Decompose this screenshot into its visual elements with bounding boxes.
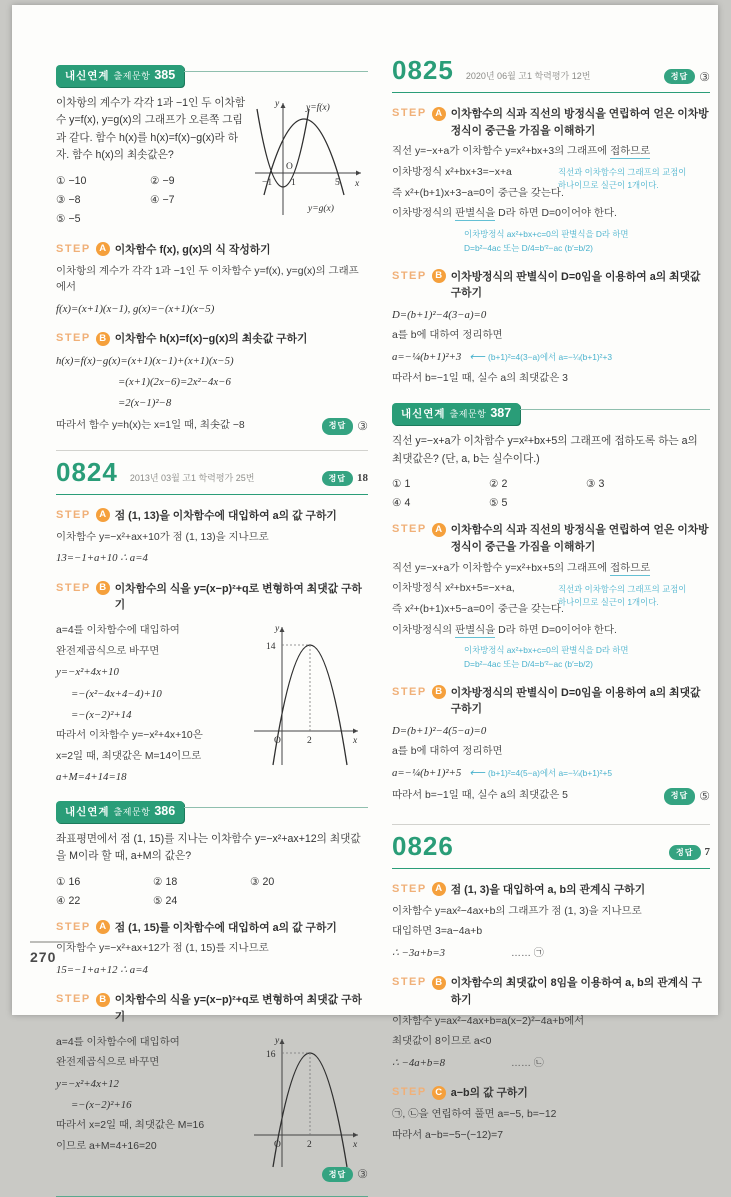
discriminant-note: 이차방정식 ax²+bx+c=0의 판별식을 D라 하면 D=b²−4ac 또는 D/4=b′²−ac (b′=b/2) bbox=[464, 645, 629, 670]
solution-line: 15=−1+a+12 ∴ a=4 bbox=[56, 963, 148, 976]
choices bbox=[56, 175, 244, 225]
problem-0825-header bbox=[392, 55, 710, 86]
solution-line: 이차함수 y=ax²−4ax+b의 그래프가 점 (1, 3)을 지나므로 bbox=[392, 905, 642, 917]
problem-386-header bbox=[56, 801, 368, 823]
problem-386 bbox=[56, 801, 368, 1197]
linked-problem-badge: 내신연계 출제문항 386 bbox=[56, 801, 184, 823]
solution-line: 따라서 x=2일 때, 최댓값은 M=16 bbox=[56, 1120, 205, 1132]
left-column bbox=[56, 55, 368, 1197]
choice-3: ③ −8 bbox=[56, 193, 81, 206]
problem-number: 385 bbox=[154, 68, 176, 82]
axis-x-label: x bbox=[353, 735, 358, 746]
badge-label: 내신연계 bbox=[65, 70, 110, 82]
solution-line: 이차항의 계수가 각각 1과 −1인 두 이차함수 y=f(x), y=g(x)의 그래프에서 bbox=[56, 265, 359, 294]
step-letter-icon: A bbox=[432, 882, 446, 896]
f-label: y=f(x) bbox=[306, 103, 330, 113]
exam-source: 2020년 06월 고1 학력평가 12번 bbox=[465, 71, 591, 81]
solution-line: 최댓값이 8이므로 a<0 bbox=[392, 1036, 492, 1048]
linked-problem-badge: 내신연계 출제문항 387 bbox=[392, 403, 520, 425]
step-b-heading: STEP B 이차함수의 식을 y=(x−p)²+q로 변형하여 최댓값 구하기 bbox=[56, 993, 362, 1023]
problem-387-header bbox=[392, 403, 710, 425]
page-number-rule bbox=[30, 941, 74, 943]
solution-line: ㉠, ㉡을 연립하여 풀면 a=−5, b=−12 bbox=[392, 1108, 557, 1120]
solution-line: a를 b에 대하여 정리하면 bbox=[392, 330, 503, 342]
peak-value: 14 bbox=[266, 641, 276, 652]
answer-badge: 정답 ③ bbox=[322, 417, 368, 436]
linked-problem-badge: 내신연계 출제문항 385 bbox=[56, 65, 184, 87]
solution-line: =−(x−2)²+14 bbox=[71, 708, 132, 721]
choice-3: ③ 3 bbox=[586, 478, 605, 491]
solution-line: 완전제곱식으로 바꾸면 bbox=[56, 645, 160, 657]
solution-line: 이차방정식 x²+bx+5=−x+a, bbox=[392, 583, 515, 595]
origin-label: O bbox=[286, 162, 293, 172]
discriminant-note: 이차방정식 ax²+bx+c=0의 판별식을 D라 하면 D=b²−4ac 또는 D/4=b′²−ac (b′=b/2) bbox=[464, 229, 629, 254]
step-letter-icon: C bbox=[432, 1086, 446, 1100]
step-letter-icon: B bbox=[432, 685, 446, 699]
answer-badge: 정답 ③ bbox=[664, 69, 710, 84]
solution-line: a+M=4+14=18 bbox=[56, 771, 127, 784]
exam-source: 2013년 03월 고1 학력평가 25번 bbox=[129, 472, 255, 483]
problem-385 bbox=[56, 65, 368, 436]
problem-387 bbox=[392, 403, 710, 806]
step-b-heading: STEP B 이차함수 h(x)=f(x)−g(x)의 최솟값 구하기 bbox=[56, 332, 308, 346]
step-a-body bbox=[392, 144, 710, 255]
solution-line: D=(b+1)²−4(3−a)=0 bbox=[392, 309, 487, 322]
step-b-heading: STEP B 이차함수의 식을 y=(x−p)²+q로 변형하여 최댓값 구하기 bbox=[56, 581, 362, 612]
choice-5: ⑤ 5 bbox=[489, 497, 508, 510]
choice-3: ③ 20 bbox=[250, 875, 275, 888]
solution-line: y=−x²+4x+10 bbox=[56, 666, 119, 679]
axis-x-label: x bbox=[355, 179, 360, 189]
solution-line: 이차방정식의 판별식을 D라 하면 D=0이어야 한다. bbox=[392, 624, 617, 636]
solution-line: 직선 y=−x+a가 이차함수 y=x²+bx+3의 그래프에 접하므로 bbox=[392, 146, 651, 158]
conclusion-line: 따라서 b=−1일 때, 실수 a의 최댓값은 3 bbox=[392, 372, 568, 384]
solution-line: 이차함수 y=−x²+ax+12가 점 (1, 15)를 지나므로 bbox=[56, 943, 269, 955]
axis-y-label: y bbox=[275, 623, 280, 634]
step-letter-icon: B bbox=[432, 269, 446, 283]
step-a-heading: STEP A 점 (1, 3)을 대입하여 a, b의 관계식 구하기 bbox=[392, 882, 646, 896]
answer-row bbox=[56, 1167, 368, 1182]
header-rule bbox=[56, 494, 368, 495]
equation-tag: …… ㉠ bbox=[511, 947, 544, 959]
header-line bbox=[184, 807, 368, 808]
solution-line: y=−x²+4x+12 bbox=[56, 1077, 119, 1090]
solution-line: f(x)=(x+1)(x−1), g(x)=−(x+1)(x−5) bbox=[56, 302, 215, 315]
step-letter-icon: A bbox=[432, 523, 446, 537]
solution-line: a=−¼(b+1)²+5 ⟵ (b+1)²=4(5−a)에서 a=−¼(b+1)²+5 bbox=[392, 767, 613, 780]
margin-note: 직선과 이차함수의 그래프의 교점이 하나이므로 실근이 1개이다. bbox=[558, 167, 687, 191]
header-line bbox=[184, 71, 368, 72]
problem-0826-header bbox=[392, 831, 710, 862]
arrow-icon: ⟵ bbox=[469, 350, 486, 363]
header-line bbox=[520, 409, 710, 410]
problem-statement: 좌표평면에서 점 (1, 15)를 지나는 이차함수 y=−x²+ax+12의 최댓값을 M이라 할 때, a+M의 값은? bbox=[56, 832, 361, 863]
answer-badge: 정답 18 bbox=[322, 471, 368, 486]
solution-line: a=4를 이차함수에 대입하여 bbox=[56, 1036, 180, 1048]
graph-385 bbox=[250, 95, 368, 219]
step-a-body bbox=[392, 561, 710, 672]
step-letter-icon: B bbox=[96, 332, 110, 346]
step-letter-icon: B bbox=[432, 976, 446, 990]
solution-line: 즉 x²+(b+1)x+3−a=0이 중근을 갖는다. bbox=[392, 187, 564, 199]
conclusion-line: 따라서 함수 y=h(x)는 x=1일 때, 최솟값 −8 정답 ③ bbox=[56, 417, 368, 436]
solution-line: 따라서 이차함수 y=−x²+4x+10은 bbox=[56, 730, 203, 742]
page-number: 270 bbox=[30, 949, 57, 965]
solution-line: a를 b에 대하여 정리하면 bbox=[392, 746, 503, 758]
solution-line: 따라서 a−b=−5−(−12)=7 bbox=[392, 1129, 503, 1141]
page-number-block bbox=[30, 941, 74, 965]
problem-number: 0826 bbox=[392, 830, 454, 861]
solution-line: 이차방정식의 판별식을 D라 하면 D=0이어야 한다. bbox=[392, 208, 617, 220]
solution-line: =−(x²−4x+4−4)+10 bbox=[71, 687, 162, 700]
problem-number: 386 bbox=[154, 803, 176, 818]
answer-badge: 정답 ③ bbox=[322, 1167, 368, 1182]
solution-line: ∴ −3a+b=3 …… ㉠ bbox=[392, 946, 544, 959]
solution-line: 이차방정식 x²+bx+3=−x+a bbox=[392, 167, 512, 179]
answer-badge: 정답 ⑤ bbox=[664, 787, 710, 806]
problem-number: 0825 bbox=[392, 55, 454, 85]
solution-line: 이차함수 y=−x²+ax+10가 점 (1, 13)을 지나므로 bbox=[56, 531, 269, 543]
solution-line: D=(b+1)²−4(5−a)=0 bbox=[392, 725, 487, 738]
divider bbox=[56, 450, 368, 451]
header-rule bbox=[392, 92, 710, 93]
step-letter-icon: A bbox=[96, 508, 110, 522]
problem-number: 0824 bbox=[56, 456, 118, 487]
choice-2: ② 2 bbox=[489, 478, 508, 491]
origin-label: O bbox=[274, 735, 281, 746]
divider bbox=[392, 824, 710, 825]
graph-386 bbox=[246, 1031, 368, 1173]
problem-0824 bbox=[56, 457, 368, 791]
answer-badge: 정답 7 bbox=[669, 845, 710, 860]
solution-line: ∴ −4a+b=8 …… ㉡ bbox=[392, 1056, 544, 1069]
book-page bbox=[12, 5, 718, 1182]
choice-1: ① −10 bbox=[56, 174, 87, 187]
g-label: y=g(x) bbox=[308, 204, 334, 214]
solution-line: x=2일 때, 최댓값은 M=14이므로 bbox=[56, 750, 202, 762]
axis-x-label: x bbox=[353, 1139, 358, 1150]
peak-value: 16 bbox=[266, 1049, 276, 1060]
step-b-heading: STEP B 이차방정식의 판별식이 D=0임을 이용하여 a의 최댓값 구하기 bbox=[392, 685, 701, 716]
problem-0825 bbox=[392, 55, 710, 387]
solution-line: =−(x−2)²+16 bbox=[71, 1099, 132, 1112]
step-a-heading: STEP A 점 (1, 13)을 이차함수에 대입하여 a의 값 구하기 bbox=[56, 508, 337, 522]
solution-line: 이므로 a+M=4+16=20 bbox=[56, 1141, 157, 1153]
problem-number: 387 bbox=[490, 406, 512, 421]
step-letter-icon: A bbox=[96, 242, 110, 256]
step-b-heading: STEP B 이차방정식의 판별식이 D=0임을 이용하여 a의 최댓값 구하기 bbox=[392, 269, 701, 300]
conclusion-line: 따라서 b=−1일 때, 실수 a의 최댓값은 5 정답 ⑤ bbox=[392, 787, 710, 806]
choice-4: ④ 4 bbox=[392, 497, 411, 510]
margin-note: 직선과 이차함수의 그래프의 교점이 하나이므로 실근이 1개이다. bbox=[558, 583, 687, 607]
solution-line: 대입하면 3=a−4a+b bbox=[392, 926, 483, 938]
solution-line: 13=−1+a+10 ∴ a=4 bbox=[56, 552, 148, 565]
choice-5: ⑤ −5 bbox=[56, 212, 81, 225]
choice-5: ⑤ 24 bbox=[153, 894, 178, 907]
choice-4: ④ 22 bbox=[56, 894, 81, 907]
choice-2: ② −9 bbox=[150, 174, 175, 187]
solution-line: 직선 y=−x+a가 이차함수 y=x²+bx+5의 그래프에 접하므로 bbox=[392, 562, 651, 574]
step-a-heading: STEP A 점 (1, 15)를 이차함수에 대입하여 a의 값 구하기 bbox=[56, 920, 337, 934]
step-a-heading: STEP A 이차함수 f(x), g(x)의 식 작성하기 bbox=[56, 242, 271, 256]
step-letter-icon: B bbox=[96, 993, 110, 1007]
tick-minus1: −1 bbox=[262, 178, 273, 188]
axis-y-label: y bbox=[275, 1035, 280, 1046]
solution-line: 즉 x²+(b+1)x+5−a=0이 중근을 갖는다. bbox=[392, 603, 564, 615]
problem-statement: 이차항의 계수가 각각 1과 −1인 두 이차함수 y=f(x), y=g(x)의 그래프가 오른쪽 그림과 같다. 함수 h(x)를 h(x)=f(x)−g(x)라 하자. 함수 h(x)의 최솟값은? bbox=[56, 97, 246, 162]
solution-line: h(x)=f(x)−g(x)=(x+1)(x−1)+(x+1)(x−5) bbox=[56, 354, 234, 367]
step-b-heading: STEP B 이차함수의 최댓값이 8임을 이용하여 a, b의 관계식 구하기 bbox=[392, 976, 702, 1006]
step-c-heading: STEP C a−b의 값 구하기 bbox=[392, 1086, 528, 1100]
tick-2: 2 bbox=[307, 735, 312, 746]
axis-y-label: y bbox=[275, 99, 280, 109]
graph-0824 bbox=[246, 619, 368, 771]
choices bbox=[392, 478, 710, 509]
right-column bbox=[392, 49, 710, 1148]
tick-5: 5 bbox=[335, 178, 340, 188]
problem-385-header bbox=[56, 65, 368, 87]
solution-line: =(x+1)(2x−6)=2x²−4x−6 bbox=[118, 376, 231, 389]
choice-2: ② 18 bbox=[153, 875, 178, 888]
choice-1: ① 16 bbox=[56, 875, 81, 888]
solution-line: 완전제곱식으로 바꾸면 bbox=[56, 1057, 160, 1069]
header-rule bbox=[392, 868, 710, 869]
step-letter-icon: A bbox=[96, 920, 110, 934]
equation-tag: …… ㉡ bbox=[511, 1057, 544, 1069]
step-a-heading: STEP A 이차함수의 식과 직선의 방정식을 연립하여 얻은 이차방정식이 중근을 가짐을 이해하기 bbox=[392, 107, 709, 137]
solution-line: 이차함수 y=ax²−4ax+b=a(x−2)²−4a+b에서 bbox=[392, 1015, 585, 1027]
origin-label: O bbox=[274, 1139, 281, 1150]
solution-line: a=4를 이차함수에 대입하여 bbox=[56, 624, 180, 636]
choice-1: ① 1 bbox=[392, 478, 411, 491]
arrow-icon: ⟵ bbox=[469, 767, 486, 780]
tick-2: 2 bbox=[307, 1139, 312, 1150]
problem-0826 bbox=[392, 831, 710, 1144]
step-letter-icon: B bbox=[96, 581, 110, 595]
problem-0824-header bbox=[56, 457, 368, 488]
choices bbox=[56, 876, 368, 907]
tick-1: 1 bbox=[291, 178, 296, 188]
solution-line: a=−¼(b+1)²+3 ⟵ (b+1)²=4(3−a)에서 a=−¼(b+1)²+3 bbox=[392, 350, 613, 363]
problem-statement: 직선 y=−x+a가 이차함수 y=x²+bx+5의 그래프에 접하도록 하는 a의 최댓값은? (단, a, b는 실수이다.) bbox=[392, 435, 698, 465]
solution-line: =2(x−1)²−8 bbox=[118, 397, 172, 410]
step-letter-icon: A bbox=[432, 107, 446, 121]
step-a-heading: STEP A 이차함수의 식과 직선의 방정식을 연립하여 얻은 이차방정식이 중근을 가짐을 이해하기 bbox=[392, 523, 709, 553]
choice-4: ④ −7 bbox=[150, 193, 175, 206]
